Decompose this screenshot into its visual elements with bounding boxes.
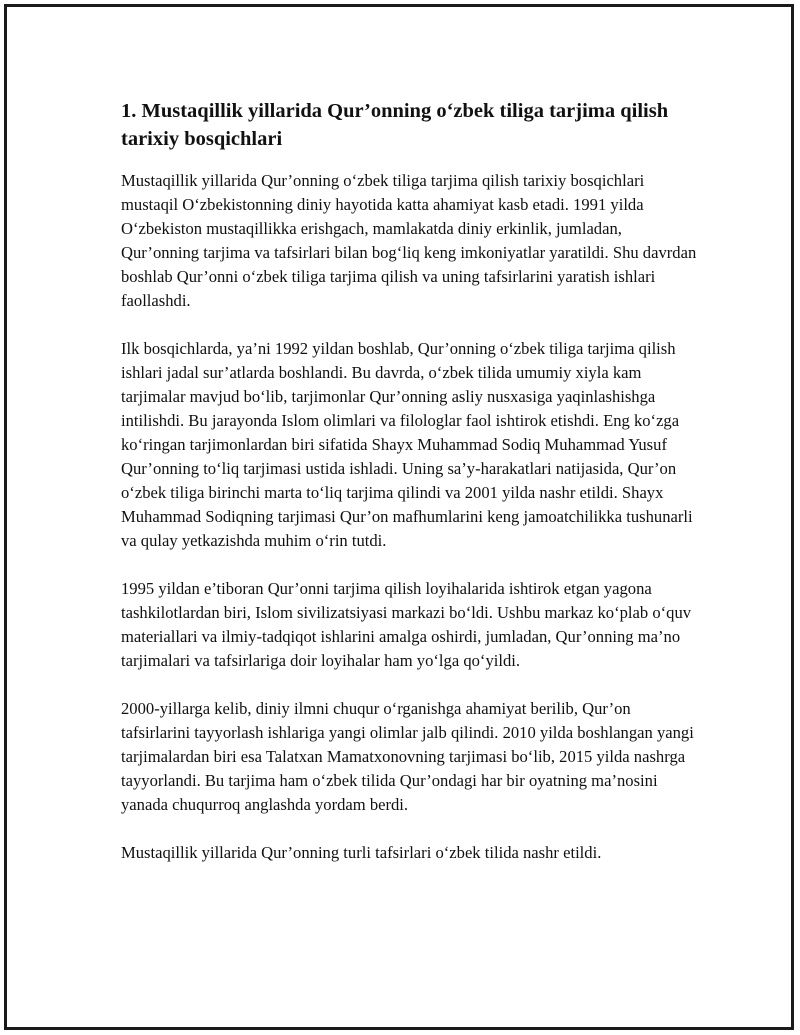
paragraph-2: Ilk bosqichlarda, ya’ni 1992 yildan boshlab, Qur’onning o‘zbek tiliga tarjima qilish ishlari jadal sur’atlarda boshlandi. Bu davrda, o‘zbek tilida umumiy xiyla kam tarjimalar mavjud bo‘lib, tarjimonlar Qur’onning asliy nusxasiga yaqinlashishga intilishdi. Bu jarayonda Islom olimlari va filologlar faol ishtirok etishdi. Eng ko‘zga ko‘ringan tarjimonlardan biri sifatida Shayx Muhammad Sodiq Muhammad Yusuf Qur’onning to‘liq tarjimasi ustida ishladi. Uning sa’y-harakatlari natijasida, Qur’on o‘zbek tiliga birinchi marta to‘liq tarjima qilindi va 2001 yilda nashr etildi. Shayx Muhammad Sodiqning tarjimasi Qur’on mafhumlarini keng jamoatchilikka tushunarli va qulay yetkazishda muhim o‘rin tutdi. xyxy=(121,339,693,550)
section-heading: 1. Mustaqillik yillarida Qur’onning o‘zbek tiliga tarjima qilish tarixiy bosqichlari xyxy=(121,100,669,150)
document-body xyxy=(121,97,701,889)
paragraph-1: Mustaqillik yillarida Qur’onning o‘zbek tiliga tarjima qilish tarixiy bosqichlari mustaqil O‘zbekistonning diniy hayotida katta ahamiyat kasb etadi. 1991 yilda O‘zbekiston mustaqillikka erishgach, mamlakatda diniy erkinlik, jumladan, Qur’onning tarjima va tafsirlari bilan bog‘liq keng imkoniyatlar yaratildi. Shu davrdan boshlab Qur’onni o‘zbek tiliga tarjima qilish va uning tafsirlarini yaratish ishlari faollashdi. xyxy=(121,171,697,310)
page-frame xyxy=(4,4,794,1030)
paragraph-3: 1995 yildan e’tiboran Qur’onni tarjima qilish loyihalarida ishtirok etgan yagona tashkilotlardan biri, Islom sivilizatsiyasi markazi bo‘ldi. Ushbu markaz ko‘plab o‘quv materiallari va ilmiy-tadqiqot ishlarini amalga oshirdi, jumladan, Qur’onning ma’no tarjimalari va tafsirlariga doir loyihalar ham yo‘lga qo‘yildi. xyxy=(121,579,692,670)
paragraph-5: Mustaqillik yillarida Qur’onning turli tafsirlari o‘zbek tilida nashr etildi. xyxy=(121,843,602,862)
paragraph-4: 2000-yillarga kelib, diniy ilmni chuqur o‘rganishga ahamiyat berilib, Qur’on tafsirlarini tayyorlash ishlariga yangi olimlar jalb qilindi. 2010 yilda boshlangan yangi tarjimalardan biri esa Talatxan Mamatxonovning tarjimasi bo‘lib, 2015 yilda nashrga tayyorlandi. Bu tarjima ham o‘zbek tilida Qur’ondagi har bir oyatning ma’nosini yanada chuqurroq anglashda yordam berdi. xyxy=(121,699,694,814)
